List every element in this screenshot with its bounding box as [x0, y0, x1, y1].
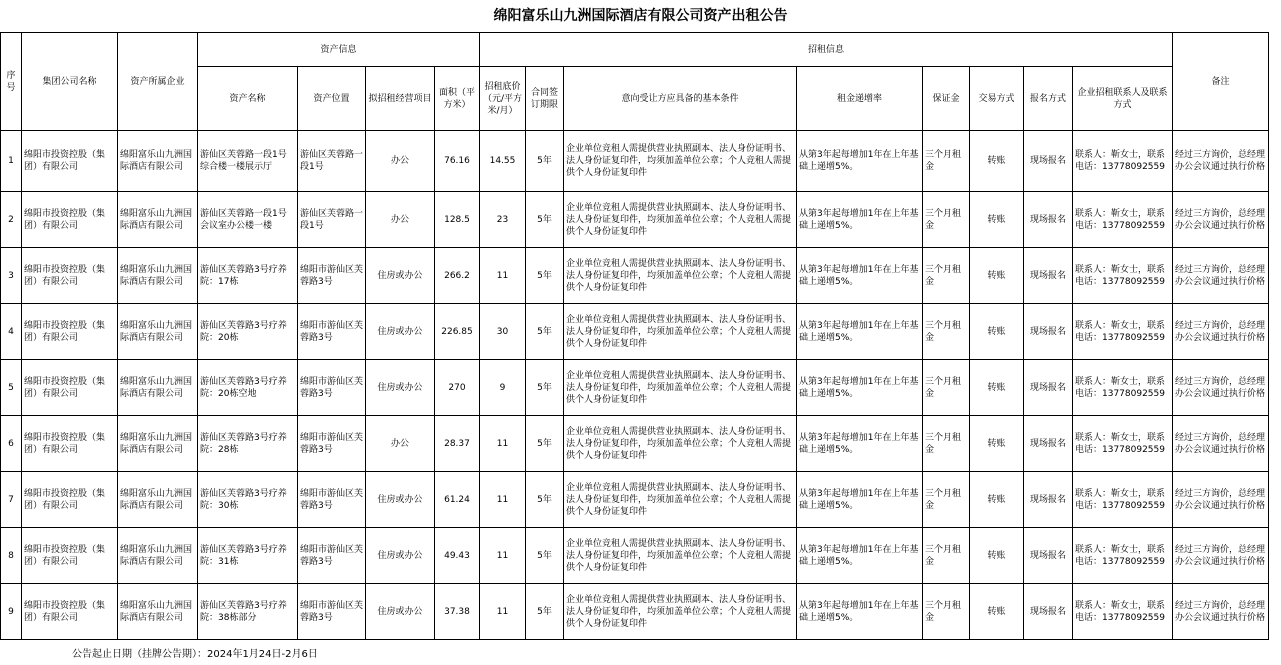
header-area: 面积（平方米） [435, 67, 480, 131]
area-cell: 49.43 [435, 528, 480, 584]
header-seq: 序号 [1, 33, 22, 131]
seq-cell: 6 [1, 416, 22, 472]
seq-cell: 9 [1, 584, 22, 640]
area-cell: 37.38 [435, 584, 480, 640]
header-increase: 租金递增率 [797, 67, 923, 131]
owner-cell: 绵阳富乐山九洲国际酒店有限公司 [118, 360, 198, 416]
header-use: 拟招租经营项目 [366, 67, 435, 131]
increase-cell: 从第3年起每增加1年在上年基础上递增5%。 [797, 584, 923, 640]
owner-cell: 绵阳富乐山九洲国际酒店有限公司 [118, 472, 198, 528]
remark-cell: 经过三方询价，总经理办公会议通过执行价格 [1173, 304, 1269, 360]
term-cell: 5年 [526, 528, 564, 584]
signup-cell: 现场报名 [1024, 304, 1073, 360]
seq-cell: 7 [1, 472, 22, 528]
increase-cell: 从第3年起每增加1年在上年基础上递增5%。 [797, 528, 923, 584]
asset-name-cell: 游仙区芙蓉路3号疗养院：31栋 [198, 528, 298, 584]
asset-name-cell: 游仙区芙蓉路3号疗养院：28栋 [198, 416, 298, 472]
location-cell: 绵阳市游仙区芙蓉路3号 [298, 248, 366, 304]
asset-lease-table [0, 32, 1269, 640]
area-cell: 266.2 [435, 248, 480, 304]
header-conditions: 意向受让方应具备的基本条件 [564, 67, 797, 131]
use-cell: 住房或办公 [366, 528, 435, 584]
group-cell: 绵阳市投资控股（集团）有限公司 [22, 248, 118, 304]
contact-cell: 联系人：靳女士，联系电话：13778092559 [1073, 472, 1173, 528]
seq-cell: 4 [1, 304, 22, 360]
area-cell: 61.24 [435, 472, 480, 528]
asset-name-cell: 游仙区芙蓉路3号疗养院：17栋 [198, 248, 298, 304]
location-cell: 游仙区芙蓉路一段1号 [298, 131, 366, 192]
seq-cell: 3 [1, 248, 22, 304]
increase-cell: 从第3年起每增加1年在上年基础上递增5%。 [797, 131, 923, 192]
conditions-cell: 企业单位竞租人需提供营业执照副本、法人身份证明书、法人身份证复印件，均须加盖单位公章；个人竞租人需提供个人身份证复印件 [564, 248, 797, 304]
signup-cell: 现场报名 [1024, 131, 1073, 192]
location-cell: 绵阳市游仙区芙蓉路3号 [298, 472, 366, 528]
base-price-cell: 9 [480, 360, 526, 416]
use-cell: 办公 [366, 416, 435, 472]
base-price-cell: 11 [480, 472, 526, 528]
deposit-cell: 三个月租金 [923, 248, 970, 304]
header-trade: 交易方式 [970, 67, 1024, 131]
conditions-cell: 企业单位竞租人需提供营业执照副本、法人身份证明书、法人身份证复印件，均须加盖单位公章；个人竞租人需提供个人身份证复印件 [564, 416, 797, 472]
group-cell: 绵阳市投资控股（集团）有限公司 [22, 131, 118, 192]
trade-cell: 转账 [970, 131, 1024, 192]
signup-cell: 现场报名 [1024, 360, 1073, 416]
conditions-cell: 企业单位竞租人需提供营业执照副本、法人身份证明书、法人身份证复印件，均须加盖单位公章；个人竞租人需提供个人身份证复印件 [564, 584, 797, 640]
use-cell: 住房或办公 [366, 304, 435, 360]
contact-cell: 联系人：靳女士，联系电话：13778092559 [1073, 304, 1173, 360]
asset-name-cell: 游仙区芙蓉路3号疗养院：30栋 [198, 472, 298, 528]
term-cell: 5年 [526, 248, 564, 304]
base-price-cell: 30 [480, 304, 526, 360]
group-cell: 绵阳市投资控股（集团）有限公司 [22, 416, 118, 472]
term-cell: 5年 [526, 584, 564, 640]
base-price-cell: 23 [480, 192, 526, 248]
asset-name-cell: 游仙区芙蓉路3号疗养院：20栋 [198, 304, 298, 360]
asset-name-cell: 游仙区芙蓉路3号疗养院：20栋空地 [198, 360, 298, 416]
trade-cell: 转账 [970, 472, 1024, 528]
header-signup: 报名方式 [1024, 67, 1073, 131]
table-row [1, 416, 1269, 472]
table-row [1, 472, 1269, 528]
increase-cell: 从第3年起每增加1年在上年基础上递增5%。 [797, 472, 923, 528]
owner-cell: 绵阳富乐山九洲国际酒店有限公司 [118, 584, 198, 640]
area-cell: 76.16 [435, 131, 480, 192]
header-bid-info: 招租信息 [480, 33, 1173, 67]
area-cell: 270 [435, 360, 480, 416]
owner-cell: 绵阳富乐山九洲国际酒店有限公司 [118, 304, 198, 360]
term-cell: 5年 [526, 472, 564, 528]
conditions-cell: 企业单位竞租人需提供营业执照副本、法人身份证明书、法人身份证复印件，均须加盖单位公章；个人竞租人需提供个人身份证复印件 [564, 131, 797, 192]
use-cell: 住房或办公 [366, 248, 435, 304]
seq-cell: 2 [1, 192, 22, 248]
table-row [1, 584, 1269, 640]
seq-cell: 1 [1, 131, 22, 192]
base-price-cell: 11 [480, 248, 526, 304]
header-contact: 企业招租联系人及联系方式 [1073, 67, 1173, 131]
increase-cell: 从第3年起每增加1年在上年基础上递增5%。 [797, 360, 923, 416]
base-price-cell: 14.55 [480, 131, 526, 192]
conditions-cell: 企业单位竞租人需提供营业执照副本、法人身份证明书、法人身份证复印件，均须加盖单位公章；个人竞租人需提供个人身份证复印件 [564, 192, 797, 248]
area-cell: 28.37 [435, 416, 480, 472]
base-price-cell: 11 [480, 416, 526, 472]
deposit-cell: 三个月租金 [923, 192, 970, 248]
trade-cell: 转账 [970, 248, 1024, 304]
remark-cell: 经过三方询价，总经理办公会议通过执行价格 [1173, 248, 1269, 304]
table-row [1, 304, 1269, 360]
owner-cell: 绵阳富乐山九洲国际酒店有限公司 [118, 248, 198, 304]
base-price-cell: 11 [480, 584, 526, 640]
location-cell: 绵阳市游仙区芙蓉路3号 [298, 584, 366, 640]
term-cell: 5年 [526, 192, 564, 248]
remark-cell: 经过三方询价，总经理办公会议通过执行价格 [1173, 416, 1269, 472]
increase-cell: 从第3年起每增加1年在上年基础上递增5%。 [797, 248, 923, 304]
group-cell: 绵阳市投资控股（集团）有限公司 [22, 360, 118, 416]
group-cell: 绵阳市投资控股（集团）有限公司 [22, 192, 118, 248]
table-row [1, 131, 1269, 192]
increase-cell: 从第3年起每增加1年在上年基础上递增5%。 [797, 192, 923, 248]
use-cell: 办公 [366, 131, 435, 192]
contact-cell: 联系人：靳女士，联系电话：13778092559 [1073, 584, 1173, 640]
term-cell: 5年 [526, 304, 564, 360]
group-cell: 绵阳市投资控股（集团）有限公司 [22, 528, 118, 584]
term-cell: 5年 [526, 131, 564, 192]
signup-cell: 现场报名 [1024, 528, 1073, 584]
announcement-period: 公告起止日期（挂牌公告期）：2024年1月24日-2月6日 [72, 649, 318, 660]
trade-cell: 转账 [970, 304, 1024, 360]
contact-cell: 联系人：靳女士，联系电话：13778092559 [1073, 360, 1173, 416]
use-cell: 住房或办公 [366, 472, 435, 528]
seq-cell: 5 [1, 360, 22, 416]
table-row [1, 248, 1269, 304]
location-cell: 绵阳市游仙区芙蓉路3号 [298, 416, 366, 472]
header-remark: 备注 [1173, 33, 1269, 131]
remark-cell: 经过三方询价，总经理办公会议通过执行价格 [1173, 584, 1269, 640]
trade-cell: 转账 [970, 192, 1024, 248]
remark-cell: 经过三方询价，总经理办公会议通过执行价格 [1173, 131, 1269, 192]
asset-name-cell: 游仙区芙蓉路一段1号会议室办公楼一楼 [198, 192, 298, 248]
location-cell: 绵阳市游仙区芙蓉路3号 [298, 304, 366, 360]
use-cell: 住房或办公 [366, 360, 435, 416]
conditions-cell: 企业单位竞租人需提供营业执照副本、法人身份证明书、法人身份证复印件，均须加盖单位公章；个人竞租人需提供个人身份证复印件 [564, 472, 797, 528]
term-cell: 5年 [526, 360, 564, 416]
deposit-cell: 三个月租金 [923, 584, 970, 640]
term-cell: 5年 [526, 416, 564, 472]
table-row [1, 360, 1269, 416]
remark-cell: 经过三方询价，总经理办公会议通过执行价格 [1173, 360, 1269, 416]
conditions-cell: 企业单位竞租人需提供营业执照副本、法人身份证明书、法人身份证复印件，均须加盖单位公章；个人竞租人需提供个人身份证复印件 [564, 360, 797, 416]
group-cell: 绵阳市投资控股（集团）有限公司 [22, 584, 118, 640]
signup-cell: 现场报名 [1024, 248, 1073, 304]
signup-cell: 现场报名 [1024, 416, 1073, 472]
asset-name-cell: 游仙区芙蓉路一段1号综合楼一楼展示厅 [198, 131, 298, 192]
remark-cell: 经过三方询价，总经理办公会议通过执行价格 [1173, 472, 1269, 528]
group-cell: 绵阳市投资控股（集团）有限公司 [22, 304, 118, 360]
header-group: 集团公司名称 [22, 33, 118, 131]
page-title: 绵阳富乐山九洲国际酒店有限公司资产出租公告 [493, 8, 788, 24]
deposit-cell: 三个月租金 [923, 528, 970, 584]
deposit-cell: 三个月租金 [923, 360, 970, 416]
header-asset-name: 资产名称 [198, 67, 298, 131]
trade-cell: 转账 [970, 584, 1024, 640]
conditions-cell: 企业单位竞租人需提供营业执照副本、法人身份证明书、法人身份证复印件，均须加盖单位公章；个人竞租人需提供个人身份证复印件 [564, 304, 797, 360]
trade-cell: 转账 [970, 416, 1024, 472]
header-term: 合同签订期限 [526, 67, 564, 131]
increase-cell: 从第3年起每增加1年在上年基础上递增5%。 [797, 304, 923, 360]
contact-cell: 联系人：靳女士，联系电话：13778092559 [1073, 416, 1173, 472]
header-location: 资产位置 [298, 67, 366, 131]
table-row [1, 192, 1269, 248]
group-cell: 绵阳市投资控股（集团）有限公司 [22, 472, 118, 528]
signup-cell: 现场报名 [1024, 192, 1073, 248]
header-asset-info: 资产信息 [198, 33, 480, 67]
deposit-cell: 三个月租金 [923, 416, 970, 472]
use-cell: 住房或办公 [366, 584, 435, 640]
header-owner: 资产所属企业 [118, 33, 198, 131]
contact-cell: 联系人：靳女士，联系电话：13778092559 [1073, 248, 1173, 304]
contact-cell: 联系人：靳女士，联系电话：13778092559 [1073, 528, 1173, 584]
trade-cell: 转账 [970, 528, 1024, 584]
location-cell: 绵阳市游仙区芙蓉路3号 [298, 360, 366, 416]
increase-cell: 从第3年起每增加1年在上年基础上递增5%。 [797, 416, 923, 472]
asset-name-cell: 游仙区芙蓉路3号疗养院：38栋部分 [198, 584, 298, 640]
header-deposit: 保证金 [923, 67, 970, 131]
deposit-cell: 三个月租金 [923, 472, 970, 528]
area-cell: 226.85 [435, 304, 480, 360]
seq-cell: 8 [1, 528, 22, 584]
use-cell: 办公 [366, 192, 435, 248]
remark-cell: 经过三方询价，总经理办公会议通过执行价格 [1173, 528, 1269, 584]
base-price-cell: 11 [480, 528, 526, 584]
signup-cell: 现场报名 [1024, 584, 1073, 640]
owner-cell: 绵阳富乐山九洲国际酒店有限公司 [118, 416, 198, 472]
table-row [1, 528, 1269, 584]
owner-cell: 绵阳富乐山九洲国际酒店有限公司 [118, 131, 198, 192]
owner-cell: 绵阳富乐山九洲国际酒店有限公司 [118, 528, 198, 584]
signup-cell: 现场报名 [1024, 472, 1073, 528]
deposit-cell: 三个月租金 [923, 131, 970, 192]
location-cell: 游仙区芙蓉路一段1号 [298, 192, 366, 248]
conditions-cell: 企业单位竞租人需提供营业执照副本、法人身份证明书、法人身份证复印件，均须加盖单位公章；个人竞租人需提供个人身份证复印件 [564, 528, 797, 584]
header-base-price: 招租底价（元/平方米/月） [480, 67, 526, 131]
trade-cell: 转账 [970, 360, 1024, 416]
contact-cell: 联系人：靳女士，联系电话：13778092559 [1073, 131, 1173, 192]
owner-cell: 绵阳富乐山九洲国际酒店有限公司 [118, 192, 198, 248]
area-cell: 128.5 [435, 192, 480, 248]
location-cell: 绵阳市游仙区芙蓉路3号 [298, 528, 366, 584]
deposit-cell: 三个月租金 [923, 304, 970, 360]
contact-cell: 联系人：靳女士，联系电话：13778092559 [1073, 192, 1173, 248]
remark-cell: 经过三方询价，总经理办公会议通过执行价格 [1173, 192, 1269, 248]
